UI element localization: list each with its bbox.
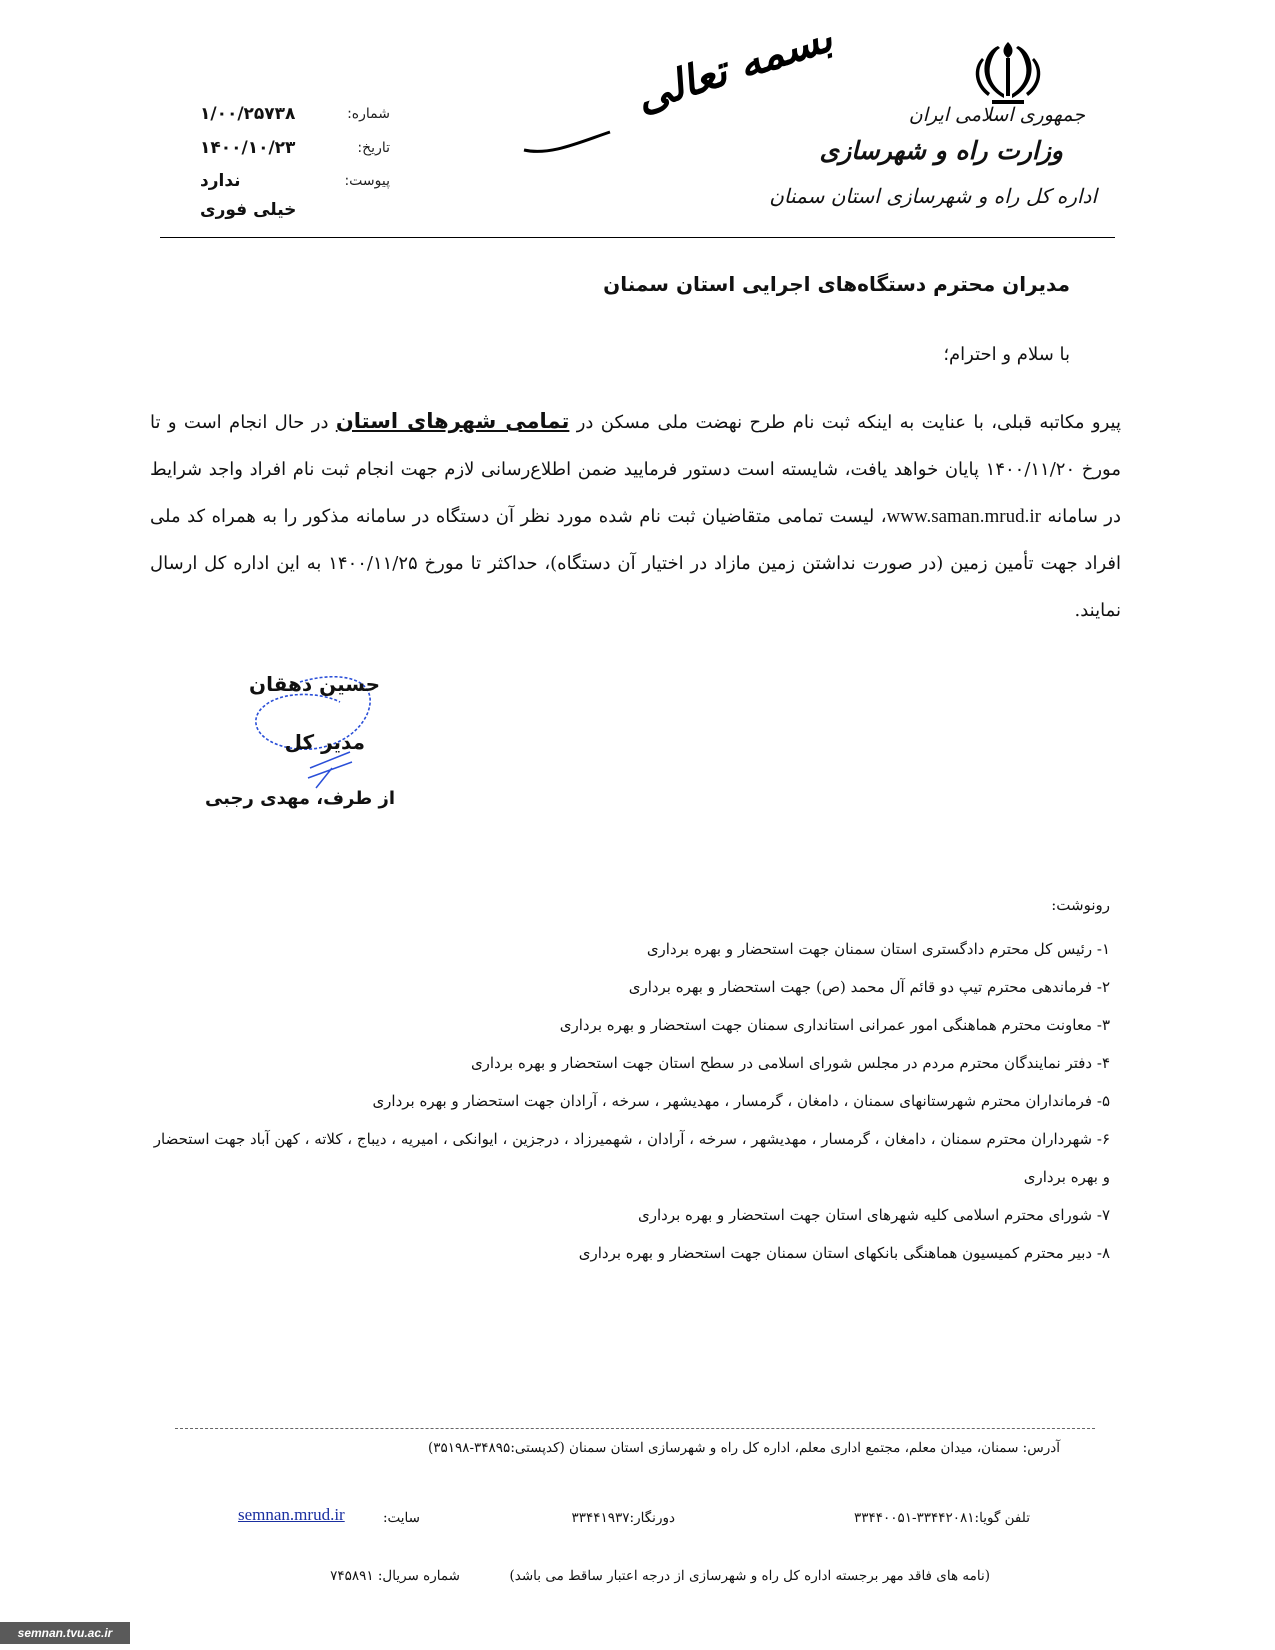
letter-attachment-row xyxy=(200,173,390,201)
copy-item: ۷- شورای محترم اسلامی کلیه شهرهای استان جهت استحضار و بهره برداری xyxy=(637,1206,1110,1224)
signatory-title: مدیر کل xyxy=(284,730,365,754)
copy-item: ۳- معاونت محترم هماهنگی امور عمرانی استانداری سمنان جهت استحضار و بهره برداری xyxy=(559,1016,1110,1034)
footer-phone: تلفن گویا:۳۳۴۴۲۰۸۱-۳۳۴۴۰۰۵۱ xyxy=(853,1510,1030,1526)
letter-attachment-value: ندارد xyxy=(200,171,241,191)
letter-date-label: تاریخ: xyxy=(357,140,390,156)
letter-body-url: www.saman.mrud.ir xyxy=(886,506,1041,527)
letter-body-part1: پیرو مکاتبه قبلی، با عنایت به اینکه ثبت نام طرح نهضت ملی مسکن در xyxy=(569,412,1121,433)
copy-item: ۸- دبیر محترم کمیسیون هماهنگی بانکهای استان سمنان جهت استحضار و بهره برداری xyxy=(578,1244,1110,1262)
copy-item: ۵- فرمانداران محترم شهرستانهای سمنان ، دامغان ، گرمسار ، مهدیشهر ، سرخه ، آرادان جهت استحضار و بهره برداری xyxy=(372,1092,1110,1110)
copy-item: ۲- فرماندهی محترم تیپ دو قائم آل محمد (ص) جهت استحضار و بهره برداری xyxy=(628,978,1110,996)
signatory-name: حسین دهقان xyxy=(249,672,380,696)
letter-body-part3: ، لیست تمامی متقاضیان ثبت نام شده مورد نظر آن دستگاه در سامانه مذکور را به همراه کد ملی افراد جهت تأمین زمین (در صورت نداشتن زمین مازاد در اختیار آن دستگاه)، حداکثر تا مورخ ۱۴۰۰/۱۱/۲۵ به این اداره کل ارسال نمایند. xyxy=(150,506,1121,621)
footer-serial-number: شماره سریال: ۷۴۵۸۹۱ xyxy=(330,1568,460,1584)
footer-divider xyxy=(175,1428,1095,1429)
basmala-text: بسمه تعالی xyxy=(629,12,838,122)
iran-emblem-icon xyxy=(968,38,1048,106)
letter-number-row xyxy=(200,106,390,134)
letter-body-emphasis: تمامی شهرهای استان xyxy=(335,409,570,433)
letter-greeting: با سلام و احترام؛ xyxy=(943,344,1070,365)
copies-list xyxy=(150,930,1110,1272)
footer-address: آدرس: سمنان، میدان معلم، مجتمع اداری معلم، اداره کل راه و شهرسازی استان سمنان (کدپستی:۳۴۸۹۵-۳۵۱۹۸) xyxy=(427,1440,1060,1456)
source-watermark: semnan.tvu.ac.ir xyxy=(0,1622,130,1644)
footer-site-link[interactable]: semnan.mrud.ir xyxy=(238,1505,345,1524)
letter-number-label: شماره: xyxy=(347,106,390,122)
org-line-department: اداره کل راه و شهرسازی استان سمنان xyxy=(769,184,1097,208)
letter-body xyxy=(150,398,1121,634)
letter-attachment-label: پیوست: xyxy=(344,173,390,189)
copy-item: ۶- شهرداران محترم سمنان ، دامغان ، گرمسار ، مهدیشهر ، سرخه ، آرادان ، شهمیرزاد ، درجزین ، ایوانکی ، امیریه ، دیباج ، کلاته ، کهن آباد جهت استحضار و بهره برداری xyxy=(153,1130,1110,1186)
basmala-calligraphy xyxy=(520,12,838,172)
signatory-proxy: از طرف، مهدی رجبی xyxy=(204,788,395,809)
priority-label: خیلی فوری xyxy=(200,200,297,220)
letter-number-value: ۱/۰۰/۲۵۷۳۸ xyxy=(200,104,296,124)
header-divider xyxy=(160,237,1115,238)
footer-fax: دورنگار:۳۳۴۴۱۹۳۷ xyxy=(571,1510,675,1526)
letter-body-part2: در حال انجام است و تا مورخ ۱۴۰۰/۱۱/۲۰ پایان خواهد یافت، شایسته است دستور فرمایید ضمن اطلاع‌رسانی لازم جهت انجام ثبت نام افراد واجد شرایط در سامانه xyxy=(150,412,1121,527)
footer-site-label: سایت: xyxy=(383,1510,420,1526)
org-line-ministry: وزارت راه و شهرسازی xyxy=(819,136,1063,165)
letter-recipient: مدیران محترم دستگاه‌های اجرایی استان سمنان xyxy=(603,272,1070,296)
letter-date-value: ۱۴۰۰/۱۰/۲۳ xyxy=(200,138,296,158)
copy-item: ۱- رئیس کل محترم دادگستری استان سمنان جهت استحضار و بهره برداری xyxy=(646,940,1110,958)
letter-date-row xyxy=(200,140,390,168)
copies-heading: رونوشت: xyxy=(1051,896,1110,914)
footer-validity-note: (نامه های فاقد مهر برجسته اداره کل راه و شهرسازی از درجه اعتبار ساقط می باشد) xyxy=(509,1568,990,1584)
org-line-country: جمهوری اسلامی ایران xyxy=(908,104,1085,126)
copy-item: ۴- دفتر نمایندگان محترم مردم در مجلس شورای اسلامی در سطح استان جهت استحضار و بهره برداری xyxy=(470,1054,1110,1072)
